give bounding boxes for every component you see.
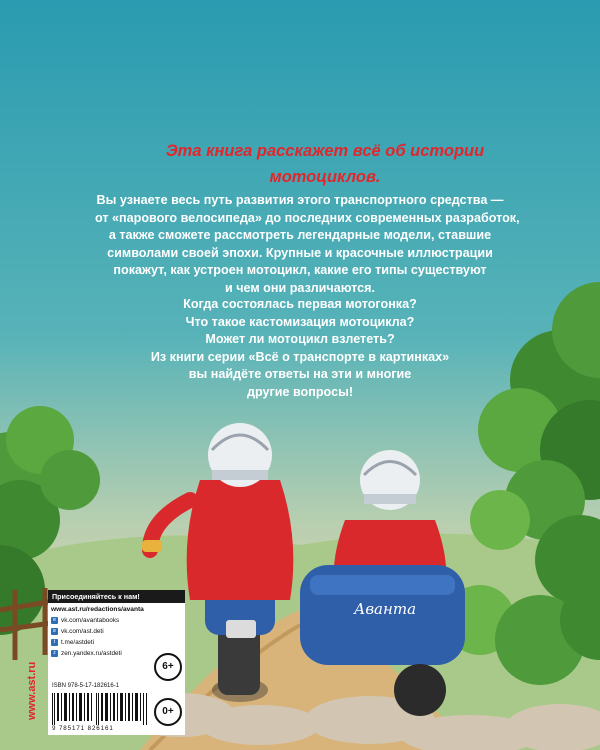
question-line: Может ли мотоцикл взлететь? <box>205 332 395 346</box>
headline-line: Эта книга расскажет всё об истории <box>165 142 485 160</box>
isbn-text: ISBN 978-5-17-182616-1 <box>52 683 120 689</box>
zen-icon: z <box>51 650 58 657</box>
publisher-info-box <box>48 590 185 735</box>
social-link[interactable] <box>48 626 185 637</box>
intro-line: символами своей эпохи. Крупные и красочные иллюстрации <box>107 245 493 260</box>
age-rating-badge: 6+ <box>154 653 182 681</box>
join-us-label: Присоединяйтесь к нам! <box>48 590 185 603</box>
social-link-text: zen.yandex.ru/astdeti <box>61 650 122 657</box>
social-link[interactable] <box>48 637 185 648</box>
headline <box>145 138 505 190</box>
social-link-text: vk.com/avantabooks <box>61 617 120 624</box>
intro-paragraph <box>95 192 520 297</box>
publisher-site-link[interactable]: www.ast.ru/redactions/avanta <box>51 606 144 613</box>
intro-line: и чем они различаются. <box>224 280 376 295</box>
intro-line: покажут, как устроен мотоцикл, какие его типы существуют <box>113 263 487 277</box>
social-link[interactable] <box>48 615 185 626</box>
question-line: Что такое кастомизация мотоцикла? <box>185 314 415 329</box>
vk-icon: в <box>51 617 58 624</box>
social-link-text: t.me/astdeti <box>61 639 95 646</box>
social-link-text: vk.com/ast.deti <box>61 628 104 635</box>
barcode-number: 9 785171 826161 <box>52 725 114 732</box>
barcode <box>52 693 148 725</box>
intro-line: а также сможете рассмотреть легендарные модели, ставшие <box>108 228 492 242</box>
headline-line: мотоциклов. <box>269 168 381 186</box>
question-line: Когда состоялась первая мотогонка? <box>183 297 417 311</box>
question-line: вы найдёте ответы на эти и многие <box>188 367 412 381</box>
question-line: Из книги серии «Всё о транспорте в картинках» <box>150 349 450 364</box>
intro-line: Вы узнаете весь путь развития этого транспортного средства — <box>96 193 504 207</box>
publisher-url-vertical[interactable]: www.ast.ru <box>26 661 38 720</box>
age-rating-badge: 0+ <box>154 698 182 726</box>
question-line: другие вопросы! <box>246 384 354 399</box>
sidecar-logo: Аванта <box>353 600 417 618</box>
telegram-icon: t <box>51 639 58 646</box>
vk-icon: в <box>51 628 58 635</box>
questions-paragraph <box>120 296 480 401</box>
intro-line: от «парового велосипеда» до последних современных разработок, <box>95 210 520 225</box>
